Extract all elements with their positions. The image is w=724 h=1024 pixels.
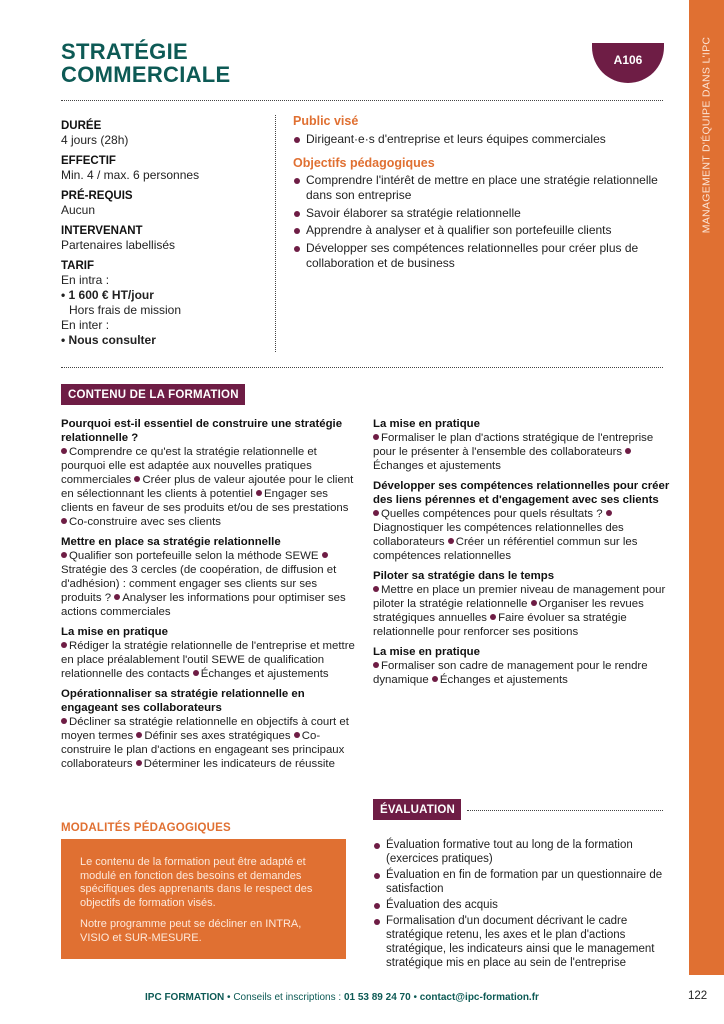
content-block [373, 569, 673, 639]
content-block [61, 625, 355, 681]
bullet-icon [432, 676, 438, 682]
bullet-icon [373, 510, 379, 516]
content-block [61, 535, 355, 619]
contenu-right-column [373, 417, 673, 693]
objectif-item: Apprendre à analyser et à qualifier son portefeuille clients [293, 223, 663, 238]
footer-brand: IPC FORMATION [145, 992, 225, 1003]
bullet-icon [193, 670, 199, 676]
objectif-item: Comprendre l'intérêt de mettre en place une stratégie relationnelle dans son entreprise [293, 173, 663, 203]
bullet-icon [625, 448, 631, 454]
bullet-icon [61, 718, 67, 724]
footer-phone[interactable]: 01 53 89 24 70 [343, 992, 411, 1003]
objectif-item: Développer ses compétences relationnelles pour créer plus de collaboration et de business [293, 241, 663, 271]
content-block-items [61, 445, 355, 529]
public-item: Dirigeant·e·s d'entreprise et leurs équipes commerciales [293, 132, 663, 147]
tarif-label: TARIF [61, 260, 95, 272]
effectif-value: Min. 4 / max. 6 personnes [61, 168, 200, 182]
content-item: Décliner sa stratégie relationnelle en objectifs à court et moyen termes [61, 716, 349, 742]
intervenant-value: Partenaires labellisés [61, 238, 176, 252]
course-code-badge: A106 [592, 43, 664, 83]
divider-top [61, 100, 663, 101]
bullet-icon [606, 510, 612, 516]
bullet-icon [373, 662, 379, 668]
content-item: Co-construire le plan d'actions en engageant ses principaux collaborateurs [61, 730, 345, 770]
bullet-icon [322, 552, 328, 558]
effectif-label: EFFECTIF [61, 155, 116, 167]
public-list [293, 132, 663, 147]
footer-separator: • [224, 992, 234, 1003]
bullet-icon [373, 586, 379, 592]
tarif-intra-note: Hors frais de mission [69, 303, 182, 317]
bullet-icon [373, 434, 379, 440]
bullet-icon [61, 642, 67, 648]
bullet-icon [61, 552, 67, 558]
content-block-title: Pourquoi est-il essentiel de construire une stratégie relationnelle ? [61, 418, 343, 444]
page-number: 122 [688, 990, 708, 1002]
evaluation-header: ÉVALUATION [373, 799, 461, 820]
content-item: Comprendre ce qu'est la stratégie relationnelle et pourquoi elle est adaptée aux nouvelles pratiques commerciales [61, 446, 317, 486]
bullet-icon [294, 732, 300, 738]
content-item: Analyser les informations pour optimiser ses actions commerciales [61, 592, 346, 618]
bullet-icon [136, 732, 142, 738]
public-title: Public visé [293, 114, 359, 128]
content-block [373, 645, 673, 687]
content-block-items [373, 507, 673, 563]
footer-separator: • [410, 992, 420, 1003]
content-block-title: La mise en pratique [373, 418, 480, 430]
content-block-items [61, 549, 355, 619]
content-block-title: Opérationnaliser sa stratégie relationnelle en engageant ses collaborateurs [61, 688, 305, 714]
content-item: Co-construire avec ses clients [69, 516, 221, 528]
content-item: Mettre en place un premier niveau de management pour piloter la stratégie relationnelle [373, 584, 666, 610]
course-info-panel [61, 116, 271, 348]
content-block-items [373, 659, 673, 687]
content-block-items [61, 639, 355, 681]
bullet-icon [448, 538, 454, 544]
duree-label: DURÉE [61, 120, 102, 132]
content-block [373, 417, 673, 473]
intervenant-label: INTERVENANT [61, 225, 143, 237]
content-item: Créer un référentiel commun sur les compétences relationnelles [373, 536, 638, 562]
content-item: Diagnostiquer les compétences relationnelles des collaborateurs [373, 522, 624, 548]
content-item: Engager ses clients en faveur de ses produits et/ou de ses prestations [61, 488, 349, 514]
bullet-icon [256, 490, 262, 496]
bullet-icon [531, 600, 537, 606]
divider-middle [61, 367, 663, 368]
content-item: Rédiger la stratégie relationnelle de l'entreprise et mettre en place préalablement l'outil SEWE de qualification relationnelle des contacts [61, 640, 355, 680]
content-block [373, 479, 673, 563]
content-item: Formaliser son cadre de management pour le rendre dynamique [373, 660, 648, 686]
bullet-icon [490, 614, 496, 620]
content-block-items [373, 583, 673, 639]
contenu-header: CONTENU DE LA FORMATION [61, 384, 245, 405]
content-item: Définir ses axes stratégiques [144, 730, 291, 742]
footer [145, 992, 539, 1003]
content-block [61, 417, 355, 529]
divider-vertical [275, 115, 276, 352]
duree-value: 4 jours (28h) [61, 133, 129, 147]
objectifs-list [293, 173, 663, 271]
bullet-icon [134, 476, 140, 482]
modalites-title: MODALITÉS PÉDAGOGIQUES [61, 822, 231, 834]
evaluation-item: Évaluation en fin de formation par un questionnaire de satisfaction [373, 868, 683, 896]
evaluation-divider [467, 810, 663, 811]
content-item: Faire évoluer sa stratégie relationnelle pour renforcer ses positions [373, 612, 627, 638]
prerequis-label: PRÉ-REQUIS [61, 190, 133, 202]
tarif-intra-price: • 1 600 € HT/jour [61, 288, 154, 302]
evaluation-list [373, 836, 683, 970]
content-block-title: Piloter sa stratégie dans le temps [373, 570, 555, 582]
content-block-title: Mettre en place sa stratégie relationnelle [61, 536, 281, 548]
content-block-title: La mise en pratique [373, 646, 480, 658]
title-line-1: STRATÉGIE [61, 39, 188, 64]
content-item: Qualifier son portefeuille selon la méthode SEWE [69, 550, 319, 562]
modalites-paragraph-2: Notre programme peut se décliner en INTRA, VISIO et SUR-MESURE. [80, 918, 302, 944]
content-item: Échanges et ajustements [200, 668, 329, 680]
modalites-box [61, 839, 346, 959]
content-block-title: La mise en pratique [61, 626, 168, 638]
footer-contact-label: Conseils et inscriptions : [233, 992, 344, 1003]
objectif-item: Savoir élaborer sa stratégie relationnelle [293, 206, 663, 221]
evaluation-item: Évaluation formative tout au long de la formation (exercices pratiques) [373, 838, 683, 866]
content-item: Déterminer les indicateurs de réussite [143, 758, 335, 770]
evaluation-item: Formalisation d'un document décrivant le cadre stratégique retenu, les axes et le plan d'actions stratégique, les indicateurs ainsi que le management stratégique mis en place au sein de l'entreprise [373, 914, 683, 970]
content-item: Formaliser le plan d'actions stratégique de l'entreprise pour le présenter à l'ensemble des collaborateurs [373, 432, 654, 458]
tarif-inter-value: • Nous consulter [61, 333, 156, 347]
content-item: Stratégie des 3 cercles (de coopération, de diffusion et d'adhésion) : comment engager ses clients sur ses produits ? [61, 564, 337, 604]
modalites-paragraph-1: Le contenu de la formation peut être adapté et modulé en fonction des besoins et demandes spécifiques des apprenants dans le respect des objectifs de formation visés. [80, 856, 313, 909]
bullet-icon [114, 594, 120, 600]
content-item: Organiser les revues stratégiques annuelles [373, 598, 644, 624]
category-sidebar [689, 0, 724, 975]
content-block-items [61, 715, 355, 771]
bullet-icon [61, 448, 67, 454]
content-item: Échanges et ajustements [439, 674, 568, 686]
evaluation-item: Évaluation des acquis [373, 898, 683, 912]
page-title [61, 40, 231, 86]
content-item: Quelles compétences pour quels résultats ? [381, 508, 603, 520]
contenu-left-column [61, 417, 355, 777]
content-item: Échanges et ajustements [373, 460, 501, 472]
audience-objectives-panel [293, 113, 663, 271]
objectifs-title: Objectifs pédagogiques [293, 155, 435, 170]
content-block-items [373, 431, 673, 473]
tarif-intra-label: En intra : [61, 273, 110, 287]
content-item: Créer plus de valeur ajoutée pour le client en sélectionnant les clients à potentiel [61, 474, 354, 500]
prerequis-value: Aucun [61, 203, 96, 217]
category-label: MANAGEMENT D'ÉQUIPE DANS L'IPC [700, 36, 713, 234]
bullet-icon [61, 518, 67, 524]
tarif-inter-label: En inter : [61, 318, 110, 332]
content-block [61, 687, 355, 771]
footer-email-link[interactable]: contact@ipc-formation.fr [419, 992, 539, 1003]
title-line-2: COMMERCIALE [61, 62, 231, 87]
content-block-title: Développer ses compétences relationnelles pour créer des liens pérennes et d'engagement avec ses clients [373, 480, 670, 506]
bullet-icon [136, 760, 142, 766]
